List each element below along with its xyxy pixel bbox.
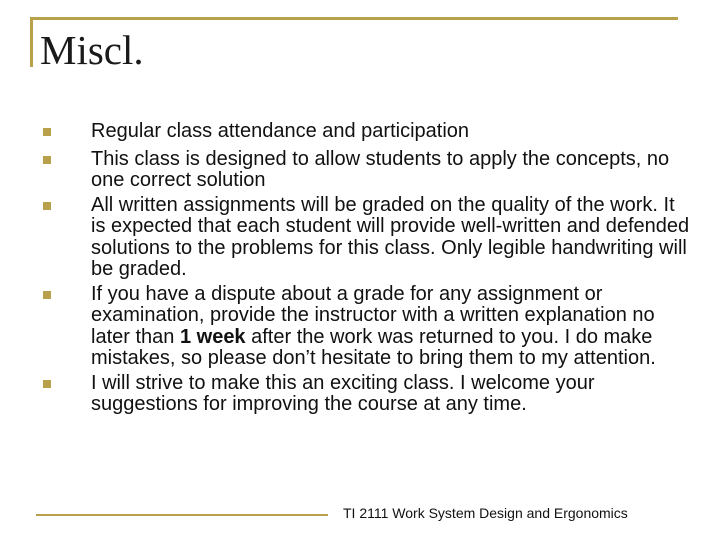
square-bullet-icon [43,202,51,210]
bullet-text: Regular class attendance and participation [91,120,470,142]
square-bullet-icon [43,291,51,299]
bullet-text: This class is designed to allow students to apply the concepts, no one correct solution [91,147,670,191]
bullet-item-apply-concepts [40,149,690,192]
bullet-list [40,121,690,416]
bullet-item-exciting-class [40,373,690,416]
bullet-item-grade-dispute [40,284,690,370]
bullet-text [91,284,690,370]
title-frame-top-line [30,17,678,20]
title-frame-left-line [30,17,33,67]
bullet-text-part: If you have a dispute about a grade for any assignment or examination, provide the instructor with a written explanation no later than [91,282,655,348]
bullet-text-bold: 1 week [179,325,246,348]
footer-line [36,514,328,516]
slide-title: Miscl. [40,27,144,73]
bullet-text: All written assignments will be graded on the quality of the work. It is expected that each student will provide well-written and defended solutions to the problems for this class. Only legible handwriting will be graded. [91,193,690,280]
bullet-item-attendance [40,121,690,143]
bullet-text-part: after the work was returned to you. I do make mistakes, so please don’t hesitate to bring them to my attention. [91,325,656,369]
footer-text: TI 2111 Work System Design and Ergonomics [343,505,628,521]
square-bullet-icon [43,156,51,164]
square-bullet-icon [43,128,51,136]
bullet-item-written-assignments [40,195,690,281]
square-bullet-icon [43,380,51,388]
bullet-text: I will strive to make this an exciting class. I welcome your suggestions for improving the course at any time. [91,371,595,415]
